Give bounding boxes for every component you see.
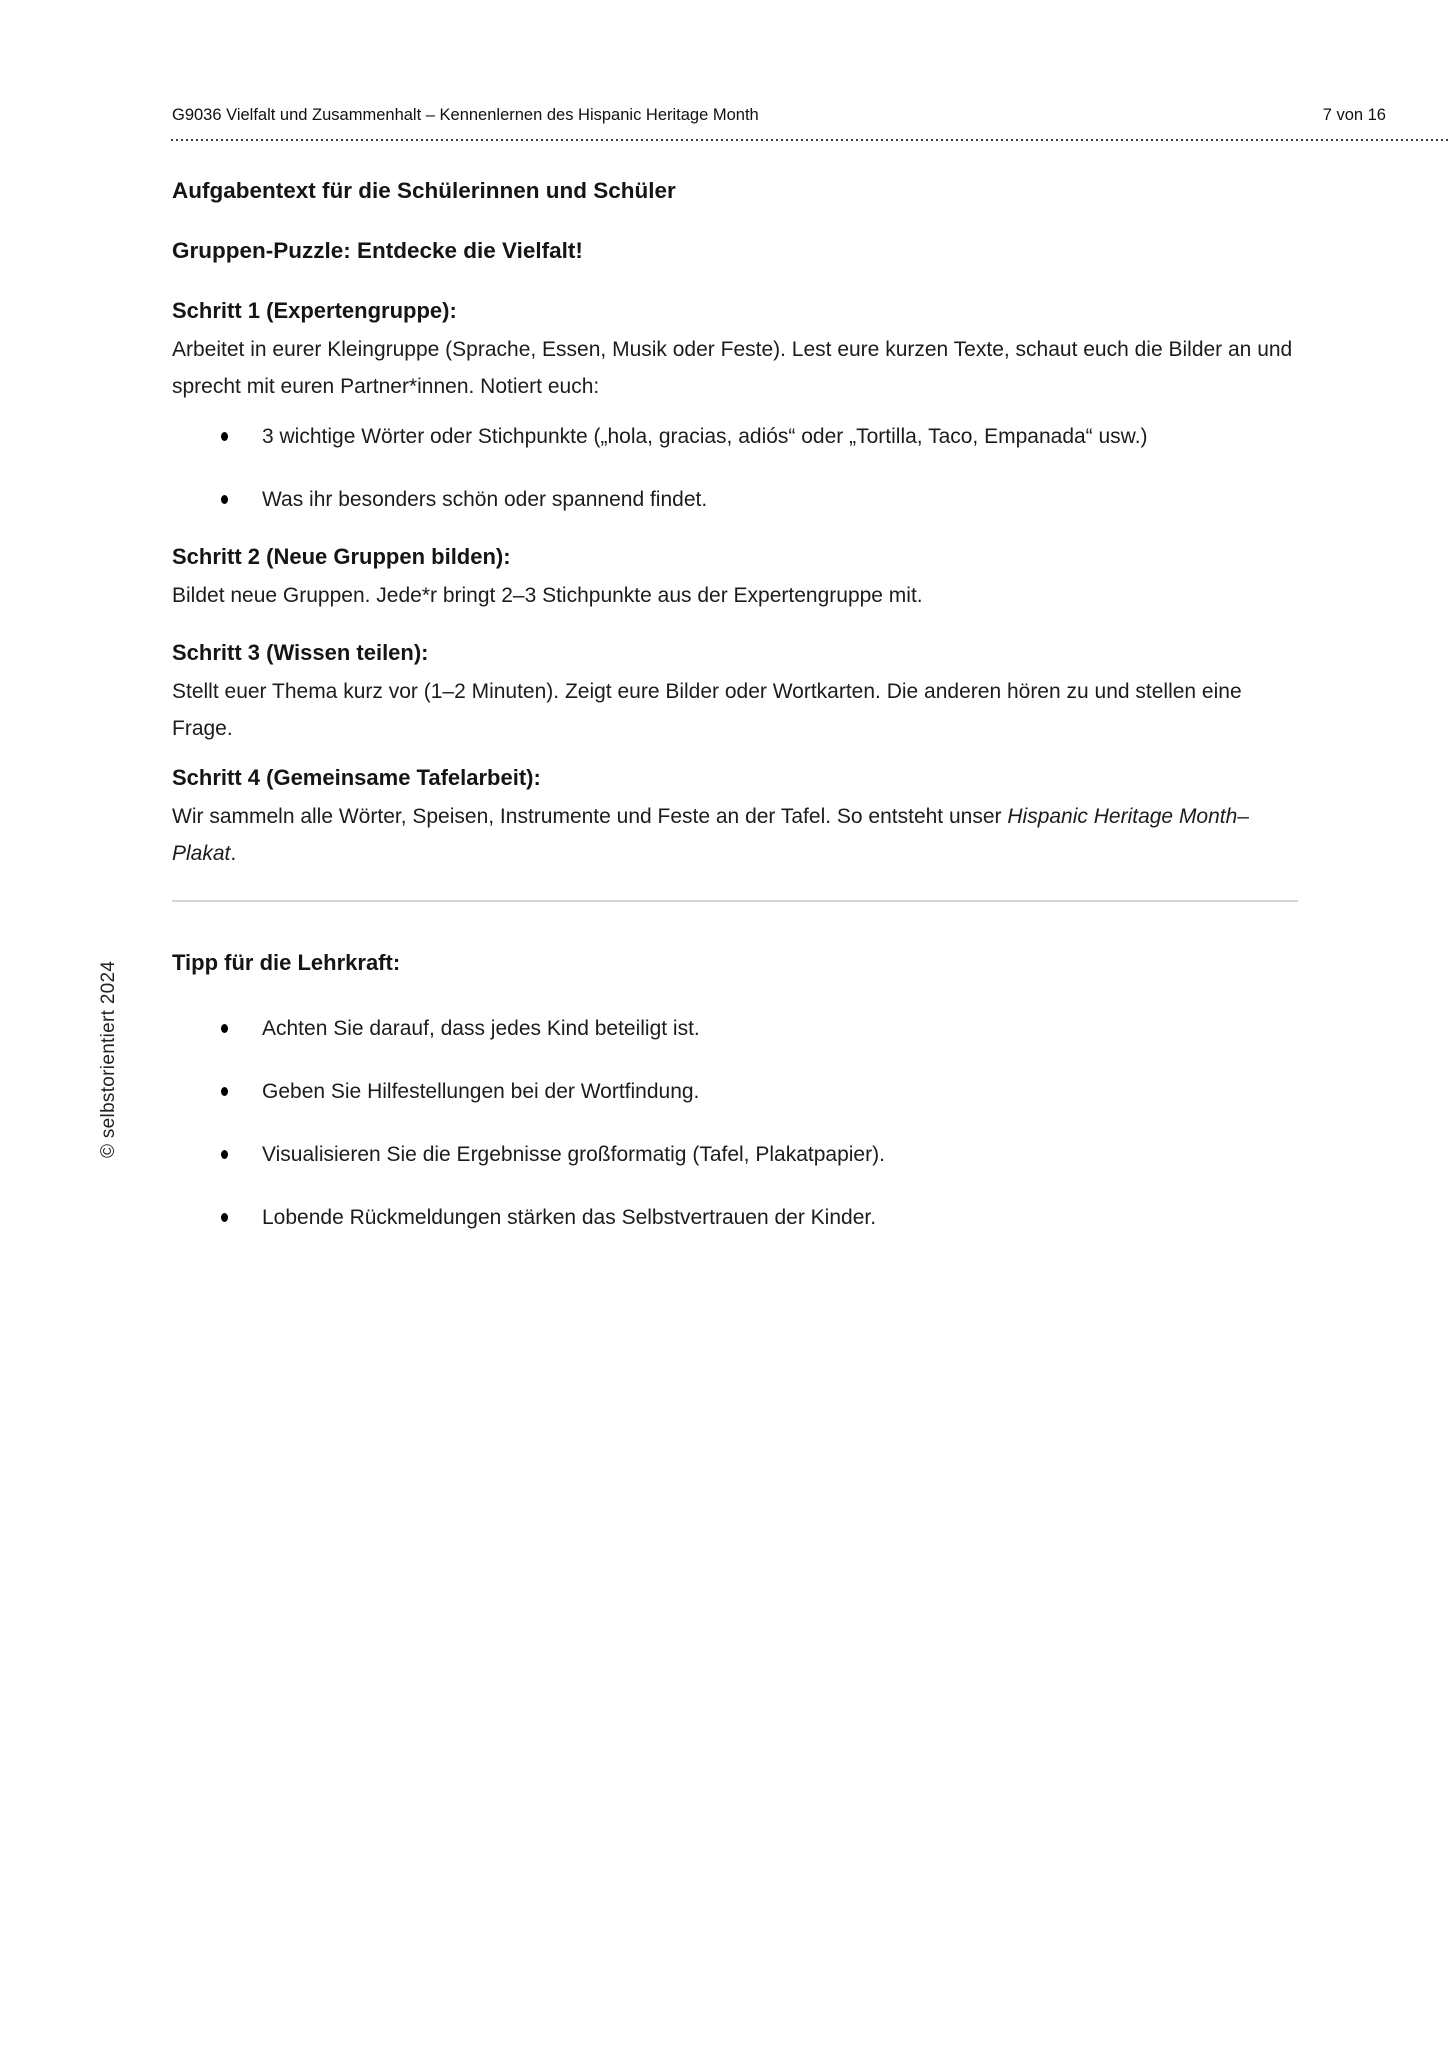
section-3-heading: Schritt 3 (Wissen teilen): [172,640,429,665]
bullet-item: 3 wichtige Wörter oder Stichpunkte („hola, gracias, adiós“ oder „Tortilla, Taco, Empanada“ usw.) [172,424,1298,450]
header-dotted-rule [171,139,1448,141]
page-header [172,106,1448,125]
tip-bullet-list [172,1016,1298,1231]
doc-title: Aufgabentext für die Schülerinnen und Schüler [172,178,676,203]
section-2-heading: Schritt 2 (Neue Gruppen bilden): [172,544,511,569]
bullet-item: Was ihr besonders schön oder spannend findet. [172,487,1298,513]
section-2-body: Bildet neue Gruppen. Jede*r bringt 2–3 Stichpunkte aus der Expertengruppe mit. [172,584,923,607]
document-body [172,170,1298,1231]
section-4-heading: Schritt 4 (Gemeinsame Tafelarbeit): [172,765,541,790]
section-1-body: Arbeitet in eurer Kleingruppe (Sprache, Essen, Musik oder Feste). Lest eure kurzen Texte, schaut euch die Bilder an und sprecht mit euren Partner*innen. Notiert euch: [172,338,1293,398]
section-divider [172,900,1298,902]
section-4-body-period: . [230,842,237,865]
section-3-body: Stellt euer Thema kurz vor (1–2 Minuten). Zeigt eure Bilder oder Wortkarten. Die anderen hören zu und stellen eine Frage. [172,680,1242,740]
doc-subtitle: Gruppen-Puzzle: Entdecke die Vielfalt! [172,238,583,263]
page-number: 7 von 16 [1322,106,1386,124]
section-4-body [172,798,1298,872]
bullet-item: Visualisieren Sie die Ergebnisse großformatig (Tafel, Plakatpapier). [172,1142,1298,1168]
bullet-item: Achten Sie darauf, dass jedes Kind beteiligt ist. [172,1016,1298,1042]
copyright-vertical-label: © selbstorientiert 2024 [98,960,119,1158]
tip-heading: Tipp für die Lehrkraft: [172,950,401,975]
section-1-bullet-list [172,424,1298,513]
header-document-title: G9036 Vielfalt und Zusammenhalt – Kennenlernen des Hispanic Heritage Month [172,106,759,124]
bullet-item: Geben Sie Hilfestellungen bei der Wortfindung. [172,1079,1298,1105]
section-4-body-text: Wir sammeln alle Wörter, Speisen, Instrumente und Feste an der Tafel. So entsteht unser [172,805,1008,828]
section-1-heading: Schritt 1 (Expertengruppe): [172,298,457,323]
bullet-item: Lobende Rückmeldungen stärken das Selbstvertrauen der Kinder. [172,1205,1298,1231]
section-4-body-italic: Hispanic Heritage Month–Plakat [172,805,1249,865]
